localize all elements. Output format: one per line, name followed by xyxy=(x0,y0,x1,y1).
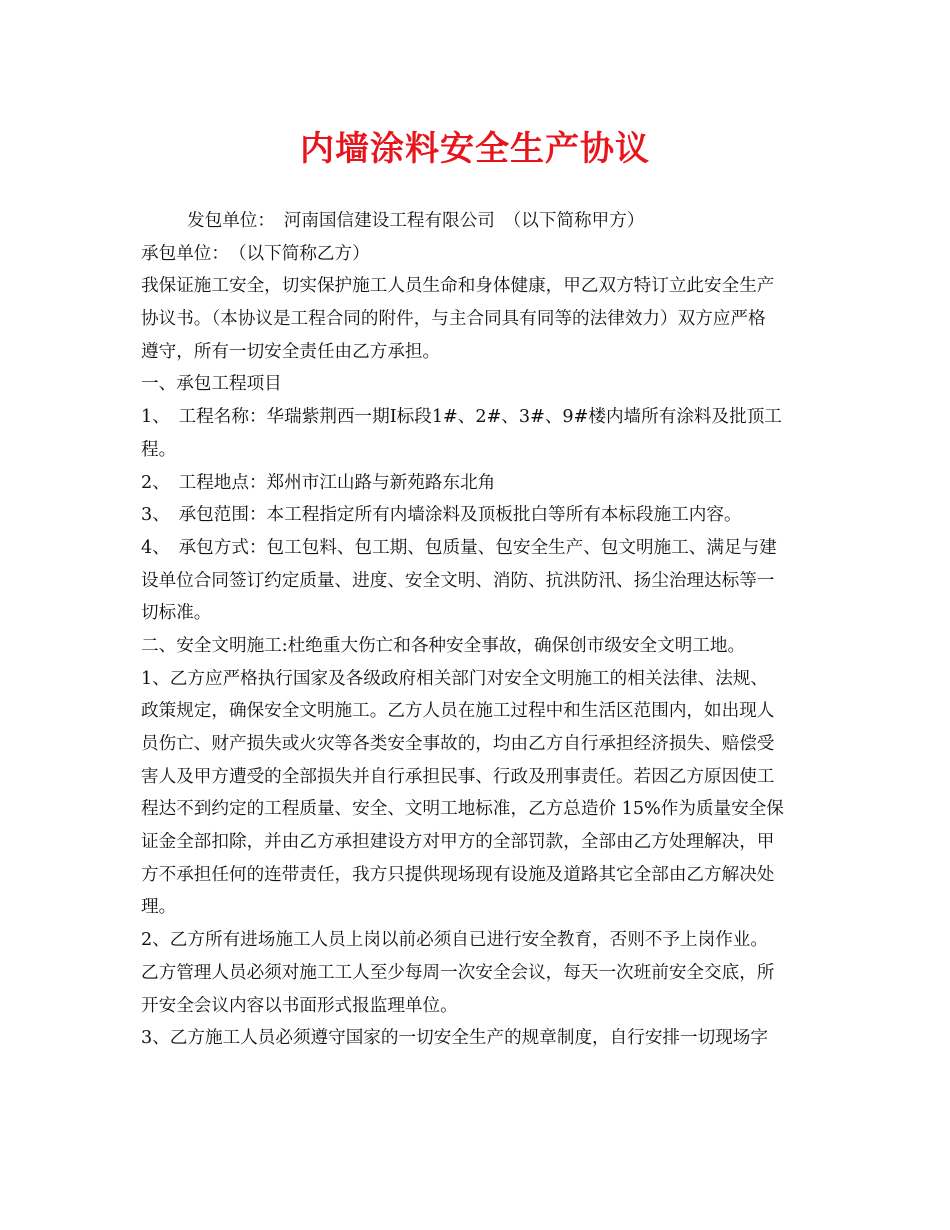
list-item-line: 4、 承包方式：包工包料、包工期、包质量、包安全生产、包文明施工、满足与建 xyxy=(141,537,777,558)
paragraph-line: 1、乙方应严格执行国家及各级政府相关部门对安全文明施工的相关法律、法规、 xyxy=(141,668,768,689)
list-item-line: 程。 xyxy=(141,439,177,460)
paragraph-line: 遵守，所有一切安全责任由乙方承担。 xyxy=(141,341,441,362)
paragraph-line: 害人及甲方遭受的全部损失并自行承担民事、行政及刑事责任。若因乙方原因使工 xyxy=(141,766,775,787)
paragraph-line: 政策规定，确保安全文明施工。乙方人员在施工过程中和生活区范围内，如出现人 xyxy=(141,701,775,722)
list-item-line: 2、 工程地点：郑州市江山路与新苑路东北角 xyxy=(141,472,496,493)
document-title: 内墙涂料安全生产协议 xyxy=(300,129,650,169)
section-heading: 二、安全文明施工:杜绝重大伤亡和各种安全事故，确保创市级安全文明工地。 xyxy=(141,635,746,656)
list-item-line: 设单位合同签订约定质量、进度、安全文明、消防、抗洪防汛、扬尘治理达标等一 xyxy=(141,570,775,591)
paragraph-line: 员伤亡、财产损失或火灾等各类安全事故的，均由乙方自行承担经济损失、赔偿受 xyxy=(141,734,775,754)
section-heading: 一、承包工程项目 xyxy=(141,374,282,395)
document-body xyxy=(141,205,813,1055)
list-item-line: 3、 承包范围：本工程指定所有内墙涂料及顶板批白等所有本标段施工内容。 xyxy=(141,505,742,526)
paragraph-line: 方不承担任何的连带责任，我方只提供现场现有设施及道路其它全部由乙方解决处 xyxy=(141,864,775,885)
paragraph-line: 理。 xyxy=(141,897,177,918)
paragraph-line: 我保证施工安全，切实保护施工人员生命和身体健康，甲乙双方特订立此安全生产 xyxy=(141,276,775,297)
list-item-line: 1、 工程名称：华瑞紫荆西一期Ⅰ标段1#、2#、3#、9#楼内墙所有涂料及批顶工 xyxy=(141,407,782,428)
paragraph-line: 3、乙方施工人员必须遵守国家的一切安全生产的规章制度，自行安排一切现场字 xyxy=(141,1028,768,1049)
list-item-line: 切标准。 xyxy=(141,603,212,624)
paragraph-line: 证金全部扣除，并由乙方承担建设方对甲方的全部罚款，全部由乙方处理解决，甲 xyxy=(141,832,775,853)
contractor-a-line: 发包单位： 河南国信建设工程有限公司 （以下简称甲方） xyxy=(187,211,645,231)
paragraph-line: 2、乙方所有进场施工人员上岗以前必须自已进行安全教育，否则不予上岗作业。 xyxy=(141,930,768,951)
paragraph-line: 乙方管理人员必须对施工工人至少每周一次安全会议，每天一次班前安全交底，所 xyxy=(141,962,775,983)
paragraph-line: 开安全会议内容以书面形式报监理单位。 xyxy=(141,995,458,1016)
paragraph-line: 协议书。（本协议是工程合同的附件，与主合同具有同等的法律效力）双方应严格 xyxy=(141,309,766,330)
paragraph-line: 程达不到约定的工程质量、安全、文明工地标准，乙方总造价 15%作为质量安全保 xyxy=(141,799,784,820)
contractor-b-line: 承包单位： （以下简称乙方） xyxy=(141,243,370,264)
